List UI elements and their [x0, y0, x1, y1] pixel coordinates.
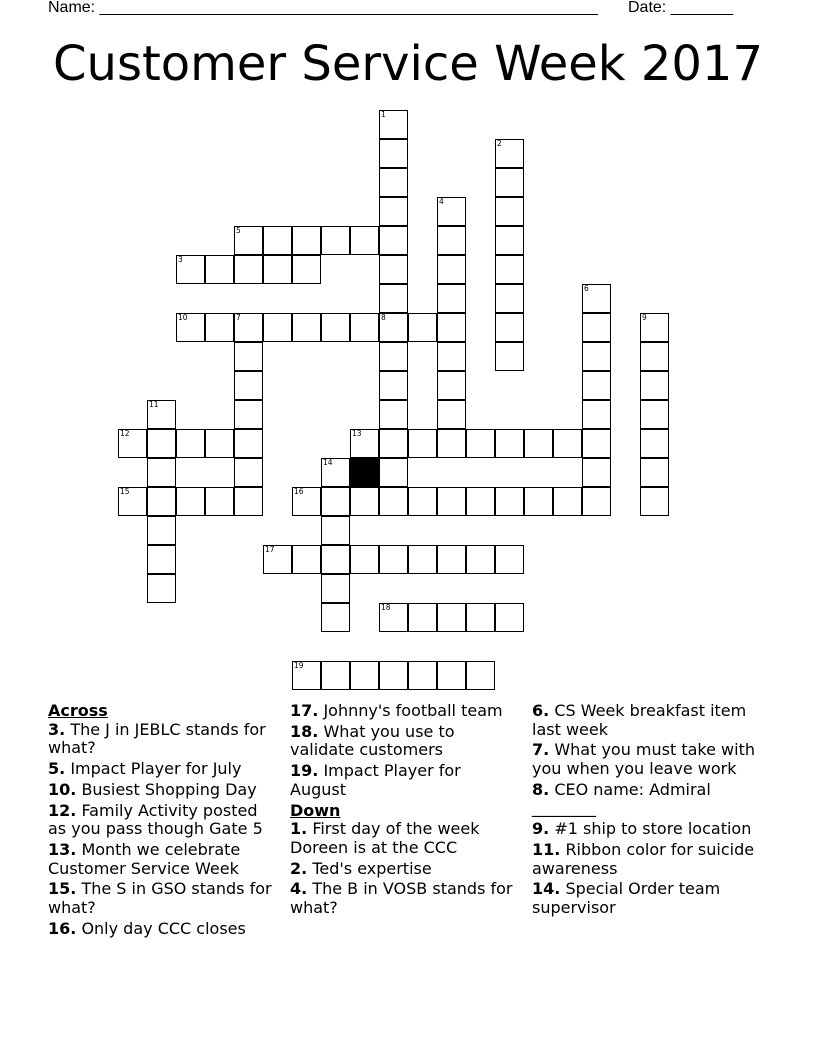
crossword-cell[interactable]	[234, 487, 263, 516]
crossword-cell[interactable]	[321, 661, 350, 690]
crossword-cell[interactable]	[321, 603, 350, 632]
crossword-cell[interactable]	[147, 458, 176, 487]
crossword-cell[interactable]	[437, 545, 466, 574]
cell-number: 18	[381, 603, 391, 612]
crossword-cell[interactable]	[379, 487, 408, 516]
crossword-cell[interactable]	[524, 487, 553, 516]
crossword-cell[interactable]	[408, 545, 437, 574]
crossword-cell[interactable]	[553, 487, 582, 516]
crossword-cell[interactable]	[379, 313, 408, 342]
crossword-cell[interactable]	[379, 168, 408, 197]
crossword-cell[interactable]	[408, 487, 437, 516]
crossword-cell[interactable]	[379, 139, 408, 168]
crossword-cell[interactable]	[292, 545, 321, 574]
cell-number: 11	[149, 400, 159, 409]
crossword-cell[interactable]	[495, 197, 524, 226]
crossword-cell[interactable]	[582, 284, 611, 313]
crossword-cell[interactable]	[379, 342, 408, 371]
crossword-cell[interactable]	[176, 255, 205, 284]
crossword-cell[interactable]	[321, 545, 350, 574]
crossword-cell[interactable]	[147, 429, 176, 458]
cell-number: 8	[381, 313, 386, 322]
crossword-cell[interactable]	[582, 371, 611, 400]
crossword-cell[interactable]	[495, 603, 524, 632]
crossword-cell[interactable]	[176, 487, 205, 516]
crossword-cell[interactable]	[147, 545, 176, 574]
crossword-cell[interactable]	[379, 458, 408, 487]
crossword-cell[interactable]	[263, 226, 292, 255]
crossword-cell[interactable]	[205, 487, 234, 516]
cell-number: 19	[294, 661, 304, 670]
clue-down-2: 2. Ted's expertise	[290, 858, 432, 878]
crossword-cell[interactable]	[263, 255, 292, 284]
crossword-cell[interactable]	[640, 487, 669, 516]
crossword-cell[interactable]	[495, 429, 524, 458]
clue-down-8: 8. CEO name: Admiral ________	[532, 779, 711, 818]
crossword-cell[interactable]	[292, 487, 321, 516]
cell-number: 1	[381, 110, 386, 119]
clue-down-11: 11. Ribbon color for suicide awareness	[532, 839, 755, 878]
crossword-cell[interactable]	[582, 487, 611, 516]
crossword-cell[interactable]	[292, 313, 321, 342]
crossword-cell[interactable]	[321, 574, 350, 603]
crossword-cell[interactable]	[379, 371, 408, 400]
crossword-cell[interactable]	[350, 487, 379, 516]
clue-across-19: 19. Impact Player for August	[290, 761, 461, 799]
crossword-cell[interactable]	[147, 574, 176, 603]
crossword-cell[interactable]	[379, 400, 408, 429]
crossword-cell[interactable]	[466, 545, 495, 574]
crossword-cell[interactable]	[437, 313, 466, 342]
crossword-cell[interactable]	[147, 516, 176, 545]
crossword-cell[interactable]	[234, 313, 263, 342]
crossword-cell[interactable]	[408, 661, 437, 690]
crossword-cell[interactable]	[524, 429, 553, 458]
crossword-cell[interactable]	[437, 197, 466, 226]
crossword-cell[interactable]	[205, 313, 234, 342]
clue-down-1: 1. First day of the week Doreen is at the CCC	[290, 819, 480, 857]
crossword-cell[interactable]	[408, 313, 437, 342]
name-field-label: Name: ________________________________________________________	[48, 0, 598, 16]
crossword-cell[interactable]	[379, 197, 408, 226]
date-field-label: Date: _______	[628, 0, 733, 16]
crossword-cell[interactable]	[495, 168, 524, 197]
clue-across-16: 16. Only day CCC closes	[48, 918, 246, 938]
crossword-cell[interactable]	[437, 429, 466, 458]
clue-across-17: 17. Johnny's football team	[290, 701, 503, 720]
crossword-cell[interactable]	[379, 284, 408, 313]
crossword-cell[interactable]	[176, 313, 205, 342]
crossword-cell[interactable]	[495, 255, 524, 284]
crossword-cell[interactable]	[379, 661, 408, 690]
crossword-cell[interactable]	[234, 429, 263, 458]
crossword-cell[interactable]	[205, 255, 234, 284]
clue-across-10: 10. Busiest Shopping Day	[48, 779, 257, 799]
crossword-cell[interactable]	[408, 603, 437, 632]
crossword-cell[interactable]	[582, 429, 611, 458]
crossword-cell[interactable]	[437, 661, 466, 690]
crossword-cell[interactable]	[263, 313, 292, 342]
clue-across-3: 3. The J in JEBLC stands for what?	[48, 719, 266, 758]
clue-across-18: 18. What you use to validate customers	[290, 721, 455, 760]
crossword-cell[interactable]	[437, 255, 466, 284]
crossword-cell[interactable]	[234, 400, 263, 429]
cell-number: 4	[439, 197, 444, 206]
clue-down-14: 14. Special Order team supervisor	[532, 879, 721, 917]
clue-column-2	[290, 702, 520, 920]
crossword-cell[interactable]	[495, 226, 524, 255]
crossword-cell[interactable]	[350, 429, 379, 458]
crossword-cell[interactable]	[350, 661, 379, 690]
crossword-cell[interactable]	[205, 429, 234, 458]
clue-across-15: 15. The S in GSO stands for what?	[48, 879, 272, 917]
crossword-cell[interactable]	[640, 458, 669, 487]
crossword-cell[interactable]	[234, 226, 263, 255]
crossword-cell[interactable]	[640, 371, 669, 400]
cell-number: 5	[236, 226, 241, 235]
crossword-cell[interactable]	[582, 313, 611, 342]
clue-down-4: 4. The B in VOSB stands for what?	[290, 879, 513, 917]
crossword-cell[interactable]	[495, 139, 524, 168]
crossword-cell[interactable]	[640, 400, 669, 429]
clue-across-5: 5. Impact Player for July	[48, 758, 242, 778]
crossword-cell[interactable]	[321, 226, 350, 255]
crossword-cell[interactable]	[379, 110, 408, 139]
crossword-cell[interactable]	[495, 545, 524, 574]
crossword-cell[interactable]	[437, 226, 466, 255]
crossword-cell[interactable]	[582, 400, 611, 429]
cell-number: 16	[294, 487, 304, 496]
crossword-cell[interactable]	[147, 400, 176, 429]
crossword-cell[interactable]	[234, 255, 263, 284]
crossword-cell[interactable]	[495, 342, 524, 371]
cell-number: 9	[642, 313, 647, 322]
cell-number: 13	[352, 429, 362, 438]
crossword-cell[interactable]	[176, 429, 205, 458]
clue-column-1	[48, 702, 278, 940]
crossword-cell[interactable]	[582, 458, 611, 487]
page-title: Customer Service Week 2017	[53, 36, 763, 92]
crossword-cell[interactable]	[321, 516, 350, 545]
crossword-cell[interactable]	[118, 429, 147, 458]
crossword-cell[interactable]	[466, 603, 495, 632]
crossword-cell[interactable]	[495, 284, 524, 313]
crossword-cell[interactable]	[234, 371, 263, 400]
crossword-cell[interactable]	[495, 313, 524, 342]
crossword-cell[interactable]	[437, 487, 466, 516]
crossword-cell[interactable]	[379, 603, 408, 632]
crossword-cell[interactable]	[495, 487, 524, 516]
cell-number: 14	[323, 458, 333, 467]
crossword-cell[interactable]	[408, 429, 437, 458]
crossword-cell[interactable]	[437, 603, 466, 632]
crossword-cell[interactable]	[640, 313, 669, 342]
crossword-cell[interactable]	[350, 313, 379, 342]
crossword-cell[interactable]	[379, 255, 408, 284]
crossword-cell[interactable]	[321, 313, 350, 342]
cell-number: 17	[265, 545, 275, 554]
clue-across-13: 13. Month we celebrate Customer Service Week	[48, 839, 241, 878]
crossword-cell[interactable]	[350, 226, 379, 255]
clue-column-3	[532, 702, 772, 920]
crossword-cell[interactable]	[118, 487, 147, 516]
clue-down-7: 7. What you must take with you when you leave work	[532, 740, 755, 778]
cell-number: 10	[178, 313, 188, 322]
cell-number: 7	[236, 313, 241, 322]
cell-number: 6	[584, 284, 589, 293]
crossword-cell[interactable]	[234, 458, 263, 487]
crossword-cell[interactable]	[379, 545, 408, 574]
clue-down-9: 9. #1 ship to store location	[532, 819, 752, 839]
crossword-cell[interactable]	[437, 342, 466, 371]
crossword-cell[interactable]	[466, 661, 495, 690]
crossword-cell[interactable]	[292, 226, 321, 255]
crossword-cell[interactable]	[147, 487, 176, 516]
crossword-cell[interactable]	[379, 429, 408, 458]
crossword-cell[interactable]	[263, 545, 292, 574]
crossword-cell[interactable]	[292, 661, 321, 690]
cell-number: 2	[497, 139, 502, 148]
crossword-cell[interactable]	[379, 226, 408, 255]
crossword-cell[interactable]	[640, 429, 669, 458]
crossword-cell[interactable]	[437, 284, 466, 313]
crossword-cell[interactable]	[292, 255, 321, 284]
crossword-cell[interactable]	[553, 429, 582, 458]
crossword-cell[interactable]	[234, 342, 263, 371]
cell-number: 12	[120, 429, 130, 438]
crossword-cell[interactable]	[437, 400, 466, 429]
crossword-cell[interactable]	[321, 487, 350, 516]
clue-down-6: 6. CS Week breakfast item last week	[532, 701, 747, 739]
crossword-cell[interactable]	[466, 429, 495, 458]
down-heading: Down	[290, 800, 341, 820]
crossword-cell[interactable]	[640, 342, 669, 371]
crossword-cell[interactable]	[437, 371, 466, 400]
cell-number: 15	[120, 487, 130, 496]
crossword-block	[350, 458, 379, 487]
crossword-cell[interactable]	[582, 342, 611, 371]
crossword-cell[interactable]	[321, 458, 350, 487]
crossword-cell[interactable]	[466, 487, 495, 516]
clue-across-12: 12. Family Activity posted as you pass though Gate 5	[48, 800, 263, 839]
cell-number: 3	[178, 255, 183, 264]
crossword-cell[interactable]	[350, 545, 379, 574]
across-heading: Across	[48, 701, 108, 720]
